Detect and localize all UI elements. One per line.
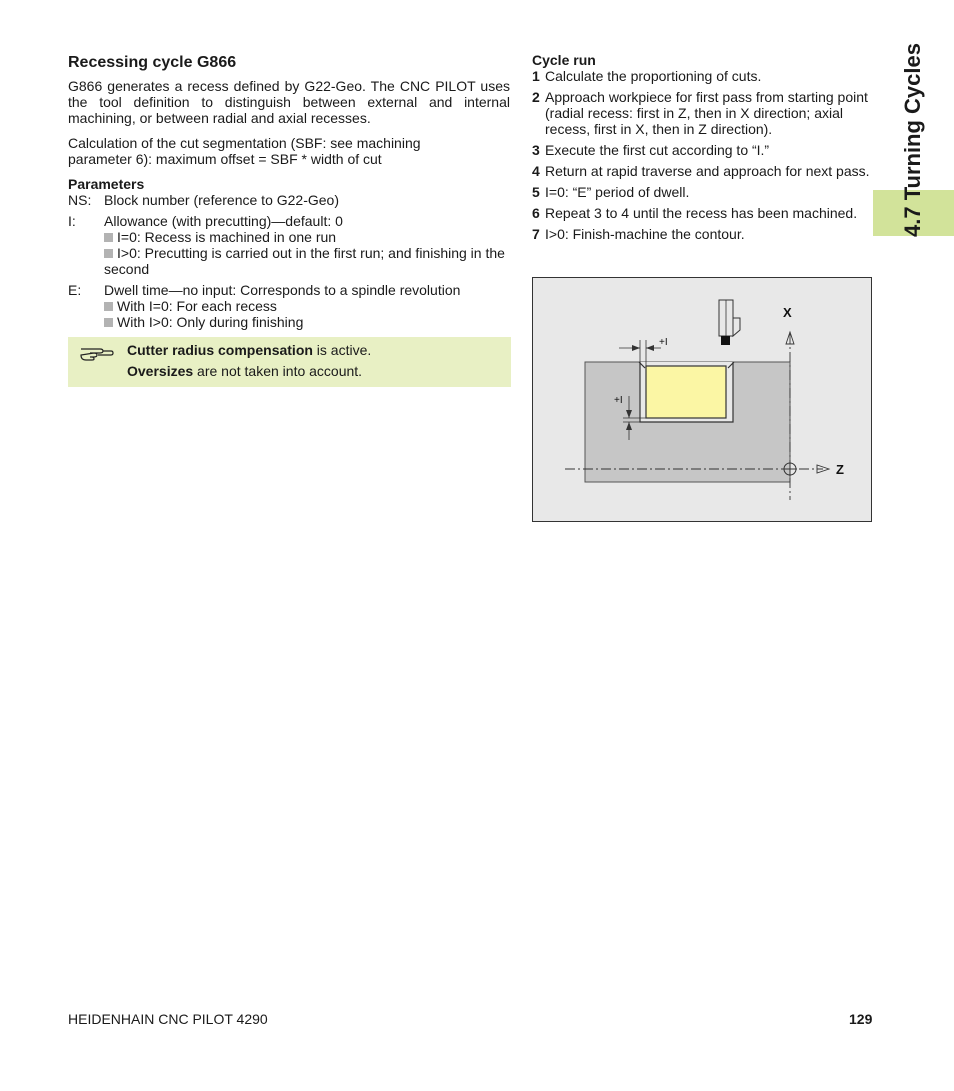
z-axis-label: Z (836, 462, 844, 477)
param-option: I>0: Precutting is carried out in the first run; and finishing in the second (104, 245, 505, 277)
allowance-label-top: +I (659, 337, 668, 348)
param-value: Dwell time—no input: Corresponds to a spindle revolution (104, 282, 461, 298)
chapter-tab-label: 4.7 Turning Cycles (900, 43, 925, 237)
bullet-icon (104, 318, 113, 327)
x-axis-label: X (783, 305, 792, 320)
recess-precut (646, 366, 726, 418)
bullet-icon (104, 233, 113, 242)
recess-diagram-svg (533, 278, 871, 521)
cycle-step: 5 I=0: “E” period of dwell. (532, 184, 690, 200)
param-ns (68, 192, 508, 208)
intro-paragraph: G866 generates a recess defined by G22-Geo. The CNC PILOT uses the tool definition to distinguish between external and internal machining, or between radial and axial recesses. (68, 78, 510, 126)
note-box (68, 337, 511, 387)
parameters-heading: Parameters (68, 176, 145, 192)
param-option: With I=0: For each recess (117, 298, 277, 314)
cycle-step: 1 Calculate the proportioning of cuts. (532, 68, 762, 84)
cycle-run-steps (532, 68, 874, 242)
param-value: Allowance (with precutting)—default: 0 (104, 213, 343, 229)
note-line-1: Cutter radius compensation is active. (127, 342, 372, 358)
allowance-label-left: +I (614, 395, 623, 406)
cycle-step: 4 Return at rapid traverse and approach for next pass. (532, 163, 870, 179)
bullet-icon (104, 302, 113, 311)
parameters-list (68, 192, 508, 330)
param-value: Block number (reference to G22-Geo) (104, 192, 339, 208)
page-number: 129 (849, 1011, 873, 1027)
pointing-hand-icon (80, 343, 114, 361)
calculation-paragraph: Calculation of the cut segmentation (SBF: see machining parameter 6): maximum offset = SBF * width of cut (68, 135, 421, 167)
recess-diagram (532, 277, 872, 522)
cycle-step: 7 I>0: Finish-machine the contour. (532, 226, 745, 242)
cycle-run-heading: Cycle run (532, 52, 596, 68)
param-i (68, 213, 508, 277)
param-option: I=0: Recess is machined in one run (117, 229, 337, 245)
cycle-step: 2 Approach workpiece for first pass from starting point (radial recess: first in Z, then in X direction; axial recess, first in X, then in Z direction). (532, 89, 868, 137)
param-option: With I>0: Only during finishing (117, 314, 304, 330)
param-e (68, 282, 508, 330)
tool-insert (721, 336, 730, 345)
section-title: Recessing cycle G866 (68, 54, 237, 71)
param-key: NS: (68, 192, 92, 208)
cycle-step: 6 Repeat 3 to 4 until the recess has been machined. (532, 205, 858, 221)
bullet-icon (104, 249, 113, 258)
footer-title: HEIDENHAIN CNC PILOT 4290 (68, 1011, 268, 1027)
param-key: E: (68, 282, 82, 298)
note-line-2: Oversizes are not taken into account. (127, 363, 363, 379)
cycle-step: 3 Execute the first cut according to “I.” (532, 142, 770, 158)
param-key: I: (68, 213, 76, 229)
